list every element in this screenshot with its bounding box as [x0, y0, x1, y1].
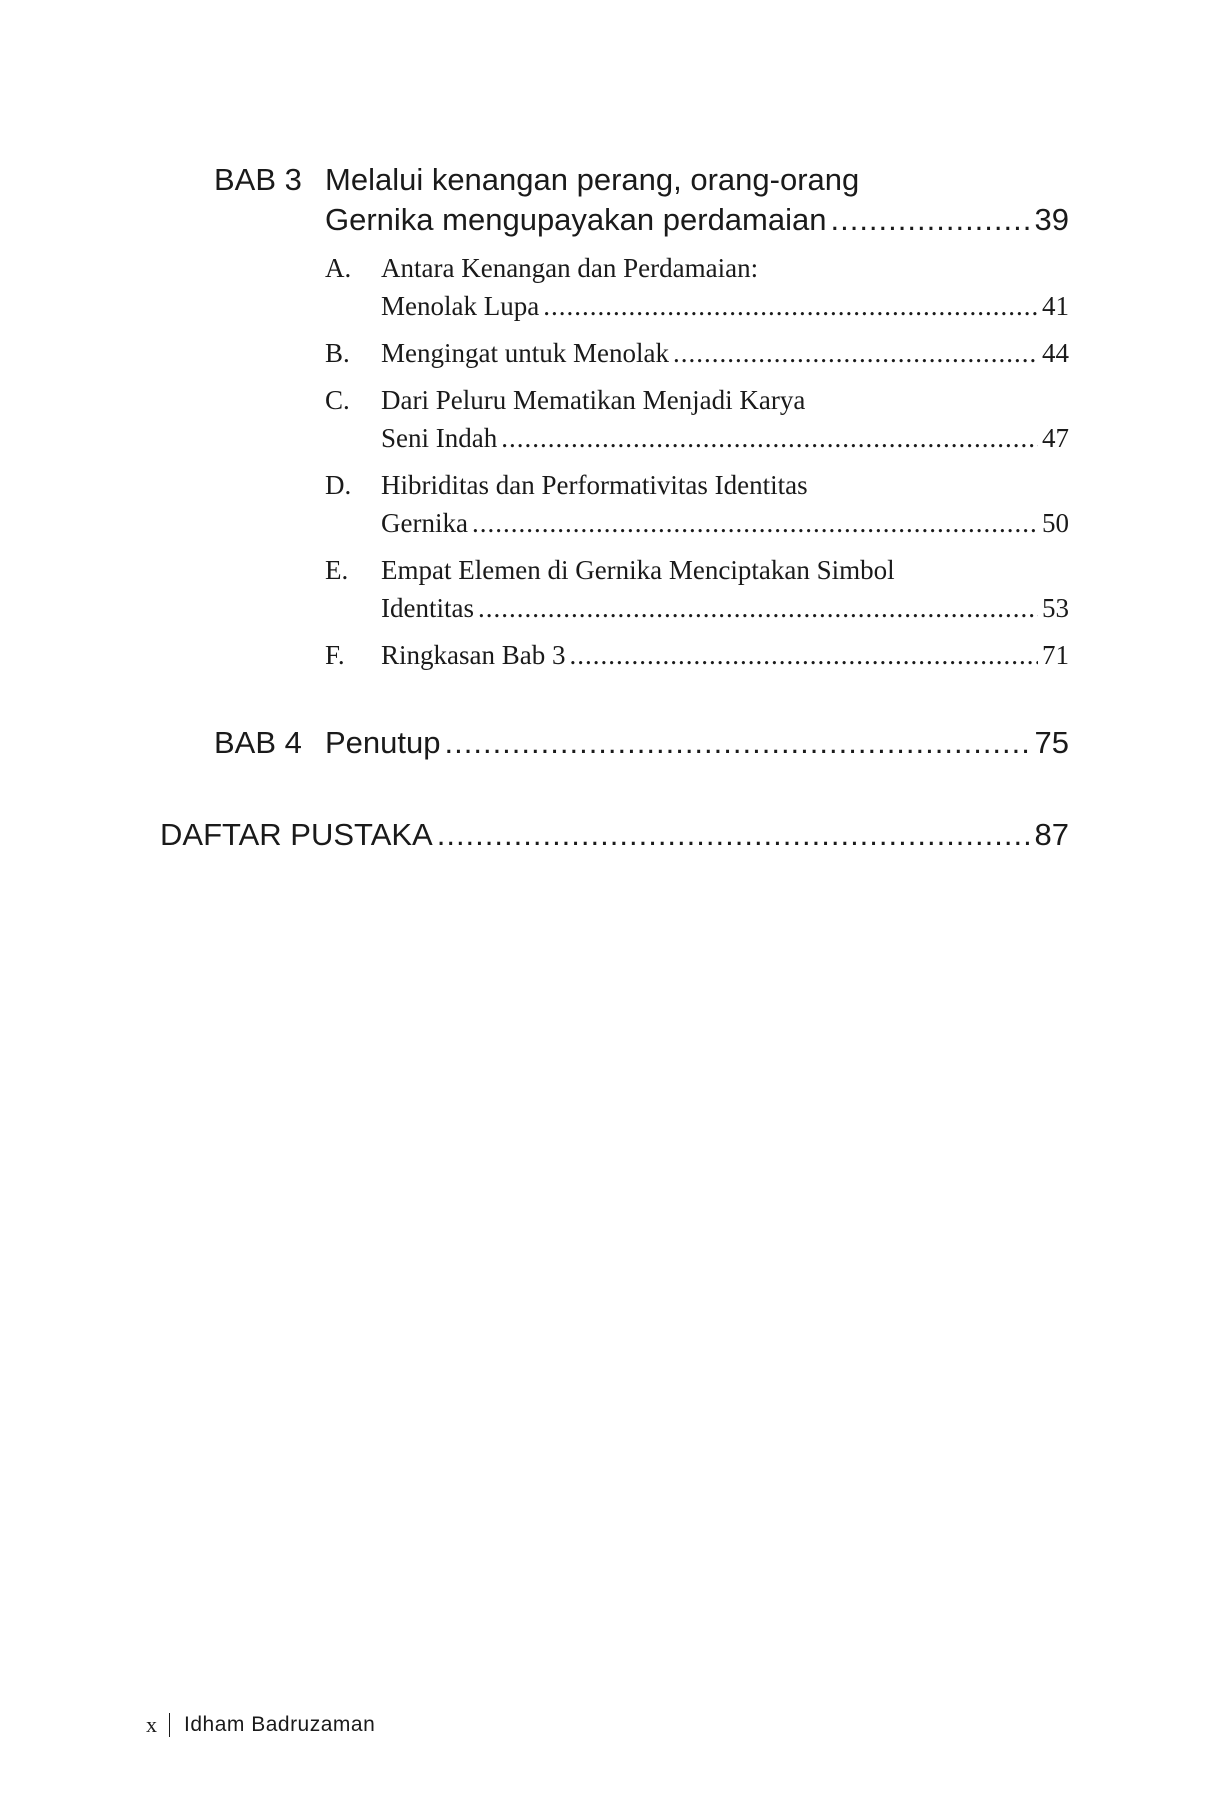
section-list [325, 249, 1069, 674]
page-number: 41 [1042, 291, 1069, 321]
entry-title-line: Gernika [381, 508, 468, 538]
entry-title-line: Mengingat untuk Menolak [381, 338, 669, 368]
toc-entry[interactable] [325, 551, 1069, 627]
footer-divider [169, 1713, 170, 1737]
page-number: 71 [1042, 640, 1069, 670]
entry-letter: D. [325, 470, 352, 500]
chapter-bab4[interactable] [214, 723, 1069, 763]
entry-title-line: Dari Peluru Mematikan Menjadi Karya [381, 385, 806, 415]
section-title: DAFTAR PUSTAKA [160, 817, 433, 852]
page-number: 53 [1042, 593, 1069, 623]
entry-letter: F. [325, 640, 345, 670]
page-number: 50 [1042, 508, 1069, 538]
entry-title-line: Antara Kenangan dan Perdamaian: [381, 253, 759, 283]
toc-entry[interactable] [325, 334, 1069, 372]
dot-leader [445, 723, 1031, 763]
page-footer [146, 1712, 375, 1738]
toc-entry[interactable] [325, 381, 1069, 457]
page-number: 44 [1042, 338, 1069, 368]
chapter-title-line: Melalui kenangan perang, orang-orang [325, 162, 860, 197]
entry-title-line: Ringkasan Bab 3 [381, 640, 566, 670]
chapter-title-line: Gernika mengupayakan perdamaian [325, 202, 827, 237]
chapter-title[interactable] [325, 160, 1069, 240]
entry-letter: A. [325, 253, 352, 283]
toc-entry[interactable] [325, 466, 1069, 542]
entry-title-line: Empat Elemen di Gernika Menciptakan Simbol [381, 555, 895, 585]
entry-letter: B. [325, 338, 350, 368]
dot-leader [543, 287, 1038, 325]
dot-leader [673, 334, 1038, 372]
entry-title-line: Menolak Lupa [381, 291, 540, 321]
chapter-label: BAB 3 [214, 162, 302, 197]
page-number: 87 [1034, 817, 1069, 852]
chapter-bab3 [214, 160, 1069, 683]
dot-leader [472, 504, 1038, 542]
entry-letter: E. [325, 555, 349, 585]
toc-entry[interactable] [325, 636, 1069, 674]
dot-leader [437, 815, 1031, 855]
page-number: 47 [1042, 423, 1069, 453]
toc-entry[interactable] [325, 249, 1069, 325]
chapter-label: BAB 4 [214, 725, 302, 760]
page-number: 75 [1034, 725, 1069, 760]
dot-leader [501, 419, 1038, 457]
chapter-title: Penutup [325, 725, 441, 760]
dot-leader [569, 636, 1038, 674]
dot-leader [830, 200, 1030, 240]
toc-entry-daftar-pustaka[interactable] [160, 815, 1069, 855]
footer-author: Idham Badruzaman [184, 1713, 376, 1736]
entry-title-line: Seni Indah [381, 423, 498, 453]
entry-letter: C. [325, 385, 350, 415]
page-number: 39 [1034, 202, 1069, 237]
entry-title-line: Hibriditas dan Performativitas Identitas [381, 470, 808, 500]
dot-leader [478, 589, 1038, 627]
entry-title-line: Identitas [381, 593, 474, 623]
footer-page-number: x [146, 1712, 157, 1737]
